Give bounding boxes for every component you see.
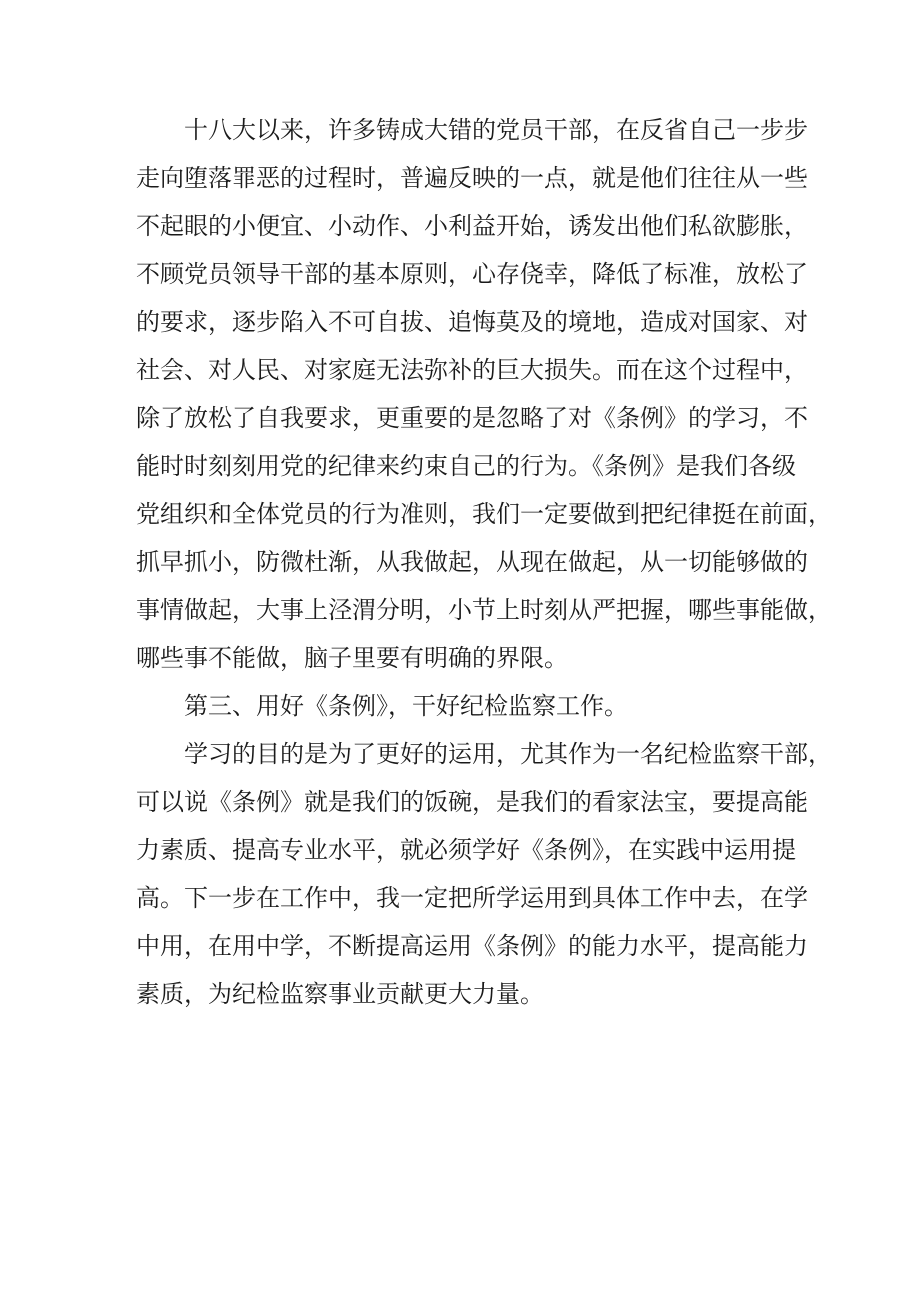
text-line: 学习的目的是为了更好的运用，尤其作为一名纪检监察干部， bbox=[184, 740, 832, 768]
text-line: 能时时刻刻用党的纪律来约束自己的行为。《条例》是我们各级 bbox=[136, 452, 796, 480]
paragraph-apply-regulations bbox=[136, 730, 832, 1018]
text-line: 走向堕落罪恶的过程时，普遍反映的一点，就是他们往往从一些 bbox=[136, 164, 808, 192]
text-line: 不顾党员领导干部的基本原则，心存侥幸，降低了标准，放松了 bbox=[136, 260, 808, 288]
text-line: 事情做起，大事上泾渭分明，小节上时刻从严把握，哪些事能做， bbox=[136, 596, 832, 624]
document-body bbox=[136, 106, 832, 1018]
text-line: 力素质、提高专业水平，就必须学好《条例》，在实践中运用提 bbox=[136, 836, 796, 864]
text-line: 十八大以来，许多铸成大错的党员干部，在反省自己一步步 bbox=[184, 116, 808, 144]
text-line: 中用，在用中学，不断提高运用《条例》的能力水平，提高能力 bbox=[136, 932, 808, 960]
text-line: 可以说《条例》就是我们的饭碗，是我们的看家法宝，要提高能 bbox=[136, 788, 808, 816]
text-line: 的要求，逐步陷入不可自拔、追悔莫及的境地，造成对国家、对 bbox=[136, 308, 808, 336]
text-line: 党组织和全体党员的行为准则，我们一定要做到把纪律挺在前面， bbox=[136, 500, 832, 528]
text-line: 社会、对人民、对家庭无法弥补的巨大损失。而在这个过程中， bbox=[136, 356, 808, 384]
text-line: 素质，为纪检监察事业贡献更大力量。 bbox=[136, 980, 544, 1008]
text-line: 哪些事不能做，脑子里要有明确的界限。 bbox=[136, 644, 568, 672]
text-line: 高。下一步在工作中，我一定把所学运用到具体工作中去，在学 bbox=[136, 884, 808, 912]
text-line: 抓早抓小，防微杜渐，从我做起，从现在做起，从一切能够做的 bbox=[136, 548, 808, 576]
section-heading: 第三、用好《条例》，干好纪检监察工作。 bbox=[184, 692, 628, 720]
paragraph-discipline-lessons bbox=[136, 106, 832, 682]
text-line: 除了放松了自我要求，更重要的是忽略了对《条例》的学习，不 bbox=[136, 404, 808, 432]
section-heading-third bbox=[136, 682, 796, 730]
text-line: 不起眼的小便宜、小动作、小利益开始，诱发出他们私欲膨胀， bbox=[136, 212, 808, 240]
